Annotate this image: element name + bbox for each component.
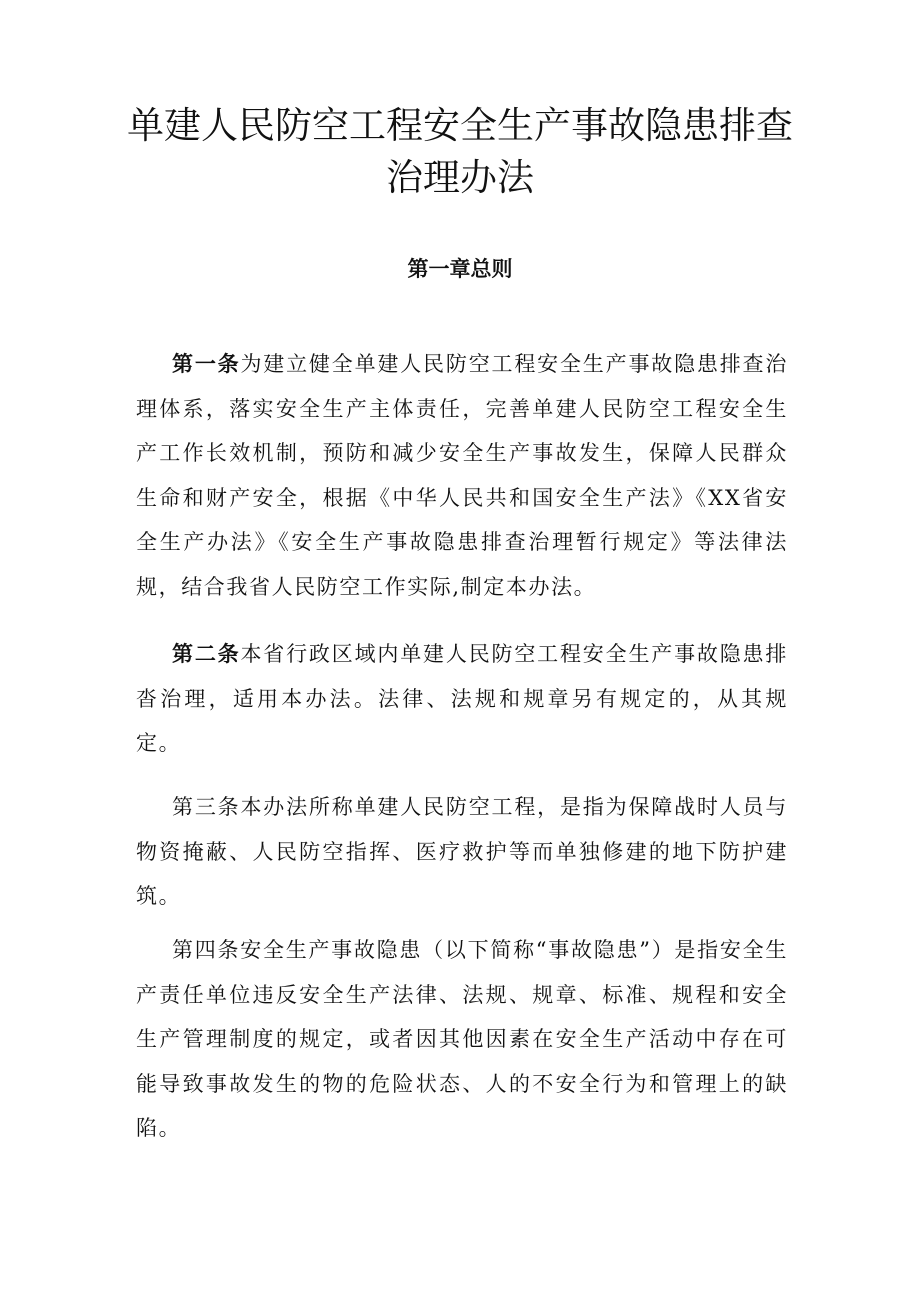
document-title-line-2: 治理办法 [386, 156, 534, 199]
article-4-label: 第四条 [172, 938, 241, 962]
article-2-label: 第二条 [172, 641, 241, 666]
article-1-label: 第一条 [172, 351, 241, 376]
article-1-text: 为建立健全单建人民防空工程安全生产事故隐患排查治理体系，落实安全生产主体责任，完善单建人民防空工程安全生产工作长效机制，预防和减少安全生产事故发生，保障人民群众生命和财产安全，根据《中华人民共和国安全生产法》《XX省安全生产办法》《安全生产事故隐患排查治理暂行规定》等法律法规，结合我省人民防空工作实际,制定本办法。 [136, 352, 788, 599]
article-4-text: 安全生产事故隐患（以下简称“事故隐患”）是指安全生产责任单位违反安全生产法律、法规、规章、标准、规程和安全生产管理制度的规定，或者因其他因素在安全生产活动中存在可能导致事故发生的物的危险状态、人的不安全行为和管理上的缺陷。 [136, 938, 788, 1140]
article-3-label: 第三条 [172, 795, 241, 819]
article-3-text: 本办法所称单建人民防空工程，是指为保障战时人员与物资掩蔽、人民防空指挥、医疗救护等而单独修建的地下防护建筑。 [136, 795, 788, 908]
article-2 [136, 632, 788, 766]
article-1 [136, 342, 788, 609]
article-3 [136, 785, 788, 919]
document-title-line-1: 单建人民防空工程安全生产事故隐患排查 [127, 104, 793, 147]
article-4 [136, 928, 788, 1151]
chapter-heading: 第一章总则 [407, 256, 513, 281]
article-2-text: 本省行政区域内单建人民防空工程安全生产事故隐患排沓治理，适用本办法。法律、法规和规章另有规定的，从其规定。 [136, 642, 788, 755]
